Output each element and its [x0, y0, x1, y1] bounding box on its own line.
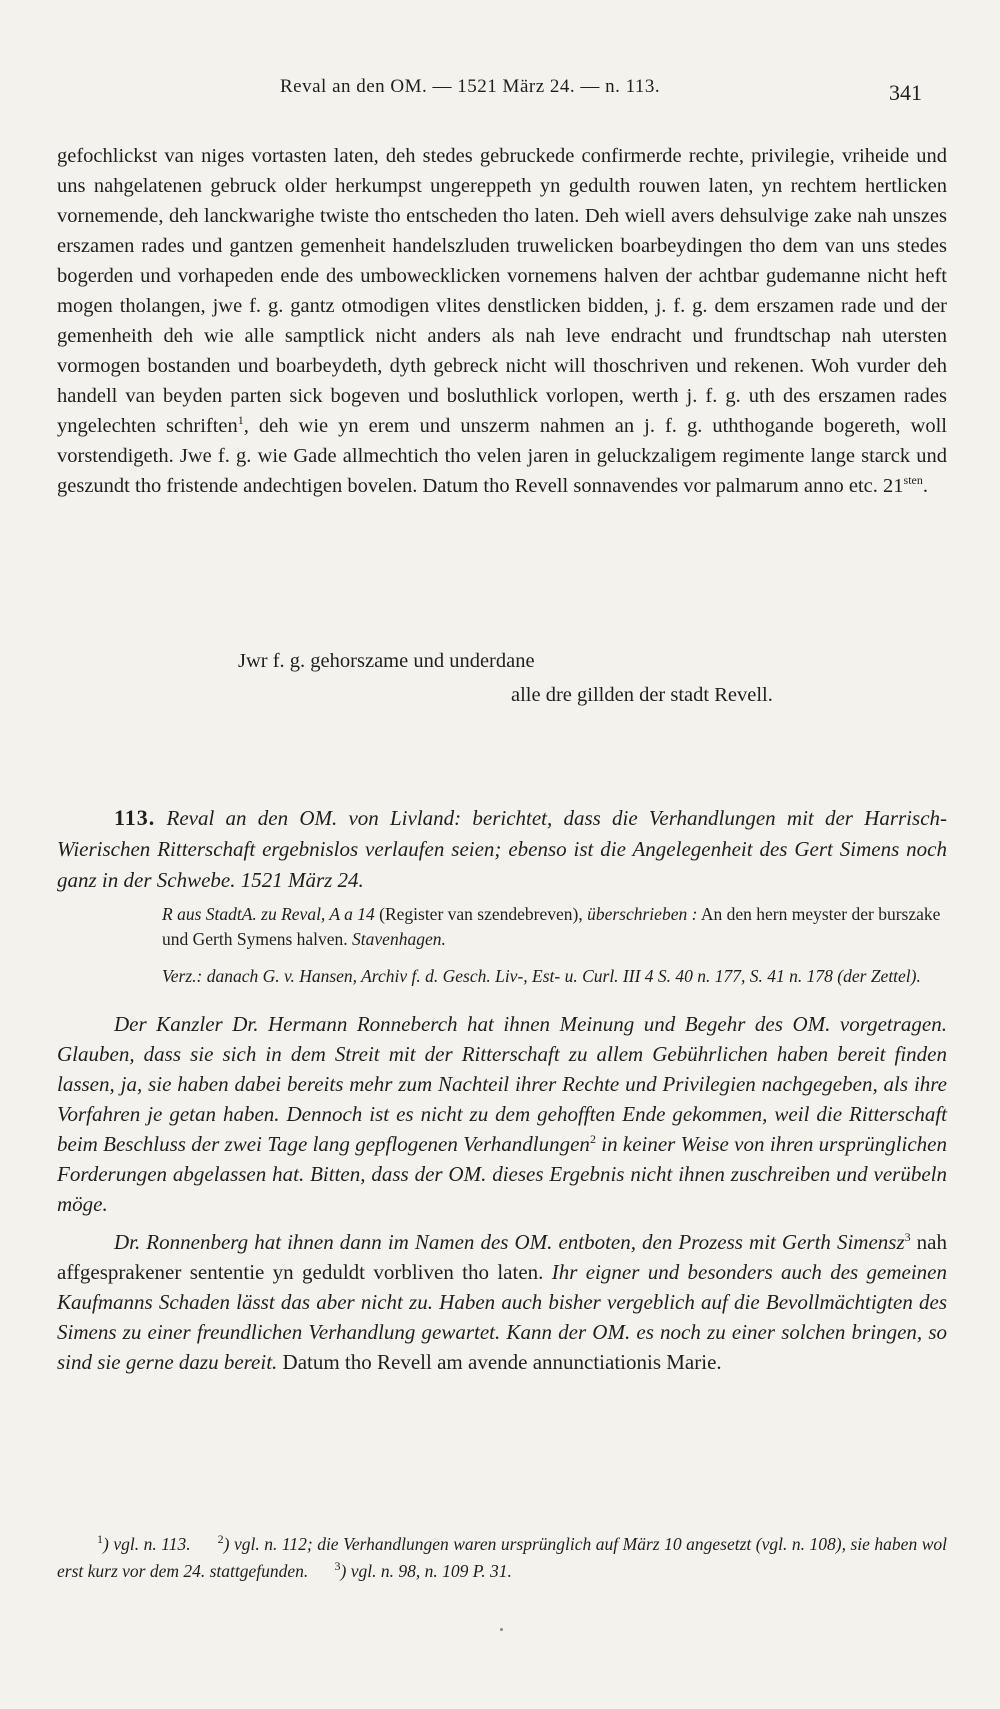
print-speck	[500, 1628, 503, 1631]
footnotes	[57, 1531, 947, 1585]
footnote-2-mark: 2	[217, 1532, 224, 1547]
signoff-line-2: alle dre gillden der stadt Revell.	[511, 684, 773, 706]
page-number: 341	[889, 80, 922, 105]
footnote-1: ) vgl. n. 113.	[103, 1534, 191, 1554]
signoff-line-1: Jwr f. g. gehorszame und underdane	[238, 650, 535, 672]
letter-text-part-2: , deh wie yn erem und unszerm nahmen an j. f. g. uththogande bogereth, woll vorstendigeth. Jwe f. g. wie Gade allmechtich tho velen jaren in geluckzaligem regimente lange starck und geszundt tho fristende andechtigen bovelen. Datum tho Revell sonnavendes vor palmarum anno etc. 21	[57, 415, 947, 497]
footnote-3-mark: 3	[334, 1559, 341, 1574]
running-title: Reval an den OM. — 1521 März 24. — n. 113.	[280, 76, 661, 97]
source-inscription: An den hern meyster der burszake und Gerth Symens halven.	[162, 904, 941, 949]
source-register: (Register van szendebreven),	[374, 904, 588, 924]
summary-paragraph-2	[57, 1227, 947, 1377]
footnote-1-mark: 1	[97, 1532, 103, 1547]
footnote-ref-1: 1	[237, 413, 244, 428]
footnote-ref-3: 3	[904, 1230, 911, 1244]
verzeichnis-note: Verz.: danach G. v. Hansen, Archiv f. d. Gesch. Liv-, Est- u. Curl. III 4 S. 40 n. 177, S. 41 n. 178 (der Zettel).	[162, 966, 921, 986]
letter-text-part-1: gefochlickst van niges vortasten laten, deh stedes gebruckede confirmerde rechte, privilegie, vriheide und uns nahgelatenen gebruck older herkumpst ungereppeth yn gedulth rouwen laten, yn rechtem hertlicken vornemende, deh lanckwarighe twiste tho entscheden tho laten. Deh wiell avers dehsulvige zake nah unszes erszamen rades und gantzen gemenheit handelszluden truwelicken boarbeydingen tho dem van uns stedes bogerden und vorhapeden ende des umbowecklicken vornemens halven der achtbar gudemanne nicht heft mogen tholangen, jwe f. g. gantz otmodigen vlites denstlicken bidden, j. f. g. dem erszamen rade und der gemenheith deh wie alle samptlick nicht anders als nah leve endracht und frundtschap nah utersten vormogen bostanden und boarbeydeth, dyth gebreck nicht will thoschriven und rekenen. Woh vurder deh handell van beyden parten sick bogeven und bosluthlick vorlopen, werth j. f. g. uth des erszamen rades yngelechten schriften	[57, 145, 947, 437]
footnote-ref-2: 2	[589, 1132, 596, 1146]
source-archive: R aus StadtA. zu Reval, A a 14	[162, 904, 375, 924]
source-note	[57, 902, 947, 952]
entry-heading-text: Reval an den OM. von Livland: berichtet, dass die Verhandlungen mit der Harrisch-Wierischen Ritterschaft ergebnislos verlaufen seien; ebenso ist die Angelegenheit des Gert Simens noch ganz in der Schwebe. 1521 März 24.	[57, 806, 948, 892]
summary-2-part-b: Ihr eigner und besonders auch des gemeinen Kaufmanns Schaden lässt das aber nicht zu. Haben auch bisher vergeblich auf die Bevollmächtigten des Simens zu einer freundlichen Verhandlung gewartet. Kann der OM. es noch zu einer solchen bringen, so sind sie gerne dazu bereit.	[57, 1260, 947, 1374]
summary-2-closing: Datum tho Revell am avende annunctiationis Marie.	[277, 1350, 722, 1374]
letter-text-end: .	[922, 475, 928, 497]
entry-heading	[57, 802, 947, 896]
footnote-block	[57, 1531, 947, 1585]
summary-paragraph-1	[57, 1009, 947, 1219]
letter-ending	[57, 141, 947, 501]
footnote-3: ) vgl. n. 98, n. 109 P. 31.	[340, 1561, 512, 1581]
summary-2-part-a: Dr. Ronnenberg hat ihnen dann im Namen des OM. entboten, den Prozess mit Gerth Simensz	[114, 1230, 905, 1254]
entry-number: 113.	[114, 805, 156, 830]
date-superscript: sten	[903, 473, 923, 488]
source-editor: Stavenhagen.	[352, 929, 446, 949]
letter-ending-text	[57, 141, 947, 501]
summary-1-part-a: Der Kanzler Dr. Hermann Ronneberch hat ihnen Meinung und Begehr des OM. vorgetragen. Glauben, dass sie sich in dem Streit mit der Ritterschaft zu allem Gebührlichen haben bereit finden lassen, ja, sie haben dabei bereits mehr zum Nachteil ihrer Rechte und Privilegien nachgegeben, als ihre Vorfahren je getan haben. Dennoch ist es nicht zu dem gehofften Ende gekommen, weil die Ritterschaft beim Beschluss der zwei Tage lang gepflogenen Verhandlungen	[57, 1012, 947, 1156]
entry-113	[57, 802, 947, 1377]
summary-1-part-b: in keiner Weise von ihren ursprünglichen Forderungen abgelassen hat. Bitten, dass der OM. dieses Ergebnis nicht ihnen zuschreiben und verübeln möge.	[57, 1132, 947, 1216]
source-label: überschrieben :	[587, 904, 698, 924]
summary-2-quote: nah affgesprakener sententie yn geduldt vorbliven tho laten.	[57, 1230, 947, 1284]
footnote-2: ) vgl. n. 112; die Verhandlungen waren ursprünglich auf März 10 angesetzt (vgl. n. 108), sie haben wol erst kurz vor dem 24. stattgefunden.	[57, 1534, 947, 1581]
